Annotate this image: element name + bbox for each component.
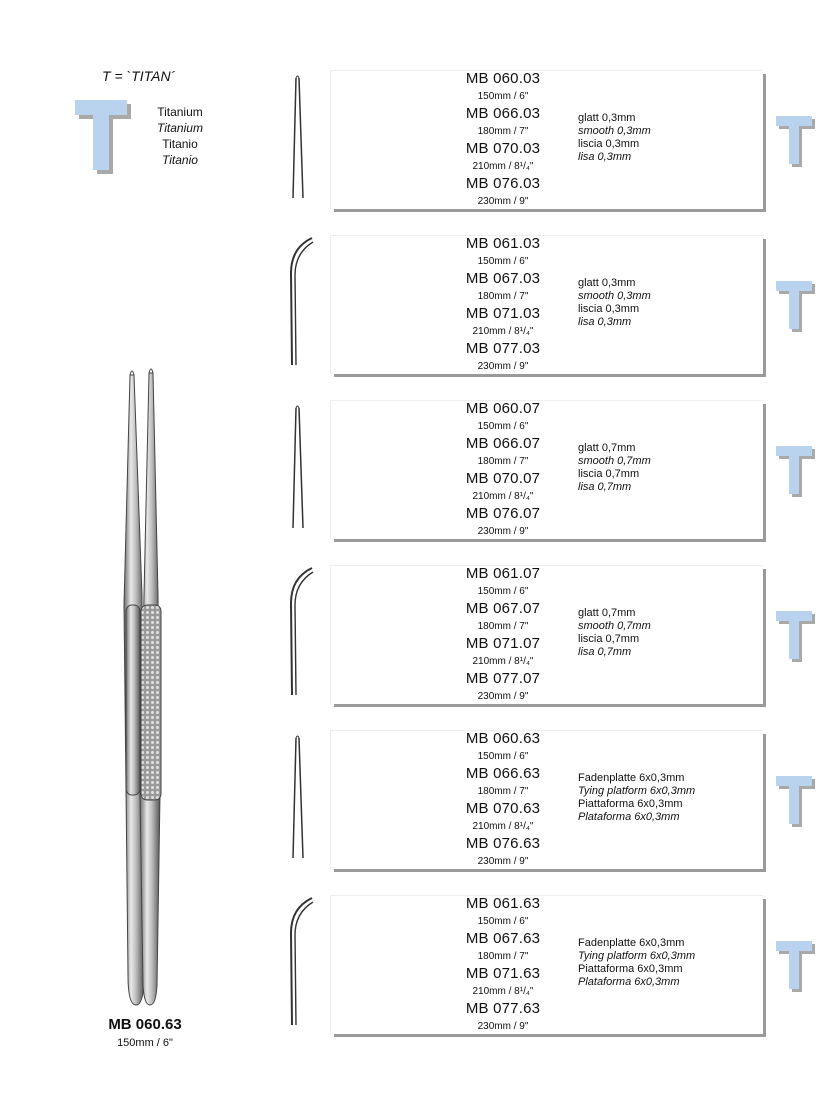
curved-tip-icon: [282, 893, 322, 1033]
product-size: 210mm / 8¹/₄": [472, 161, 534, 172]
spec-line: Piattaforma 6x0,3mm: [578, 798, 683, 810]
main-product-size: 150mm / 6": [117, 1037, 173, 1049]
product-row: [0, 728, 826, 878]
product-code: MB 066.63: [465, 765, 541, 782]
spec-list: [578, 277, 651, 329]
code-list: [423, 400, 583, 540]
spec-list: [578, 937, 695, 989]
material-de: Titanium: [157, 121, 203, 135]
product-code: MB 077.03: [465, 340, 541, 357]
product-code: MB 066.03: [465, 105, 541, 122]
spec-line: smooth 0,7mm: [578, 455, 651, 467]
product-size: 230mm / 9": [477, 856, 529, 867]
product-code: MB 071.63: [465, 965, 541, 982]
product-code: MB 077.63: [465, 1000, 541, 1017]
curved-tip-icon: [282, 563, 322, 703]
straight-tip-icon: [282, 728, 322, 868]
titan-badge-icon: [776, 116, 816, 166]
product-size: 150mm / 6": [477, 586, 529, 597]
product-size: 180mm / 7": [477, 456, 529, 467]
titan-badge-icon: [776, 611, 816, 661]
titan-badge-icon: [776, 941, 816, 991]
product-size: 180mm / 7": [477, 126, 529, 137]
product-size: 150mm / 6": [477, 916, 529, 927]
product-size: 150mm / 6": [477, 421, 529, 432]
product-row: [0, 563, 826, 713]
product-size: 210mm / 8¹/₄": [472, 491, 534, 502]
spec-line: smooth 0,3mm: [578, 125, 651, 137]
material-it: Titanio: [162, 137, 198, 151]
code-list: [423, 730, 583, 870]
spec-line: Plataforma 6x0,3mm: [578, 811, 680, 823]
product-code: MB 077.07: [465, 670, 541, 687]
spec-line: lisa 0,3mm: [578, 316, 632, 328]
material-en: Titanium: [157, 105, 203, 119]
product-code: MB 076.03: [465, 175, 541, 192]
product-code: MB 070.63: [465, 800, 541, 817]
spec-line: liscia 0,3mm: [578, 138, 640, 150]
straight-tip-icon: [282, 68, 322, 208]
legend-title: T = `TITAN´: [102, 68, 176, 84]
spec-line: lisa 0,7mm: [578, 481, 632, 493]
product-code: MB 071.03: [465, 305, 541, 322]
spec-line: lisa 0,7mm: [578, 646, 632, 658]
product-size: 210mm / 8¹/₄": [472, 656, 534, 667]
product-size: 180mm / 7": [477, 621, 529, 632]
product-row: [0, 68, 826, 218]
spec-list: [578, 772, 695, 824]
main-product-code: MB 060.63: [108, 1016, 182, 1033]
code-list: [423, 895, 583, 1035]
product-size: 210mm / 8¹/₄": [472, 821, 534, 832]
spec-line: glatt 0,7mm: [578, 607, 636, 619]
spec-line: glatt 0,3mm: [578, 112, 636, 124]
product-size: 230mm / 9": [477, 196, 529, 207]
spec-line: glatt 0,7mm: [578, 442, 636, 454]
spec-line: Piattaforma 6x0,3mm: [578, 963, 683, 975]
product-size: 150mm / 6": [477, 256, 529, 267]
product-size: 210mm / 8¹/₄": [472, 986, 534, 997]
spec-line: lisa 0,3mm: [578, 151, 632, 163]
product-code: MB 067.63: [465, 930, 541, 947]
product-code: MB 076.63: [465, 835, 541, 852]
spec-line: Fadenplatte 6x0,3mm: [578, 937, 685, 949]
product-row: [0, 233, 826, 383]
spec-list: [578, 607, 651, 659]
product-size: 210mm / 8¹/₄": [472, 326, 534, 337]
product-code: MB 066.07: [465, 435, 541, 452]
spec-line: liscia 0,3mm: [578, 303, 640, 315]
product-size: 230mm / 9": [477, 526, 529, 537]
titan-badge-icon: [776, 776, 816, 826]
product-size: 230mm / 9": [477, 691, 529, 702]
spec-line: smooth 0,7mm: [578, 620, 651, 632]
spec-list: [578, 112, 651, 164]
product-code: MB 060.03: [465, 70, 541, 87]
product-code: MB 076.07: [465, 505, 541, 522]
product-row: [0, 893, 826, 1043]
spec-line: liscia 0,7mm: [578, 633, 640, 645]
product-code: MB 070.03: [465, 140, 541, 157]
product-size: 230mm / 9": [477, 361, 529, 372]
titan-badge-icon: [776, 446, 816, 496]
titan-badge-icon: [776, 281, 816, 331]
product-row: [0, 398, 826, 548]
product-code: MB 061.63: [465, 895, 541, 912]
product-size: 180mm / 7": [477, 786, 529, 797]
product-code: MB 071.07: [465, 635, 541, 652]
spec-line: Fadenplatte 6x0,3mm: [578, 772, 685, 784]
curved-tip-icon: [282, 233, 322, 373]
spec-line: Tying platform 6x0,3mm: [578, 950, 696, 962]
product-size: 230mm / 9": [477, 1021, 529, 1032]
product-code: MB 061.03: [465, 235, 541, 252]
product-size: 150mm / 6": [477, 751, 529, 762]
product-size: 180mm / 7": [477, 951, 529, 962]
spec-line: glatt 0,3mm: [578, 277, 636, 289]
code-list: [423, 235, 583, 375]
material-es: Titanio: [162, 153, 198, 167]
straight-tip-icon: [282, 398, 322, 538]
product-code: MB 061.07: [465, 565, 541, 582]
spec-line: Tying platform 6x0,3mm: [578, 785, 696, 797]
product-size: 150mm / 6": [477, 91, 529, 102]
product-size: 180mm / 7": [477, 291, 529, 302]
product-code: MB 060.07: [465, 400, 541, 417]
product-code: MB 060.63: [465, 730, 541, 747]
product-code: MB 067.03: [465, 270, 541, 287]
product-code: MB 070.07: [465, 470, 541, 487]
spec-line: smooth 0,3mm: [578, 290, 651, 302]
product-code: MB 067.07: [465, 600, 541, 617]
spec-line: liscia 0,7mm: [578, 468, 640, 480]
spec-line: Plataforma 6x0,3mm: [578, 976, 680, 988]
code-list: [423, 565, 583, 705]
spec-list: [578, 442, 651, 494]
code-list: [423, 70, 583, 210]
